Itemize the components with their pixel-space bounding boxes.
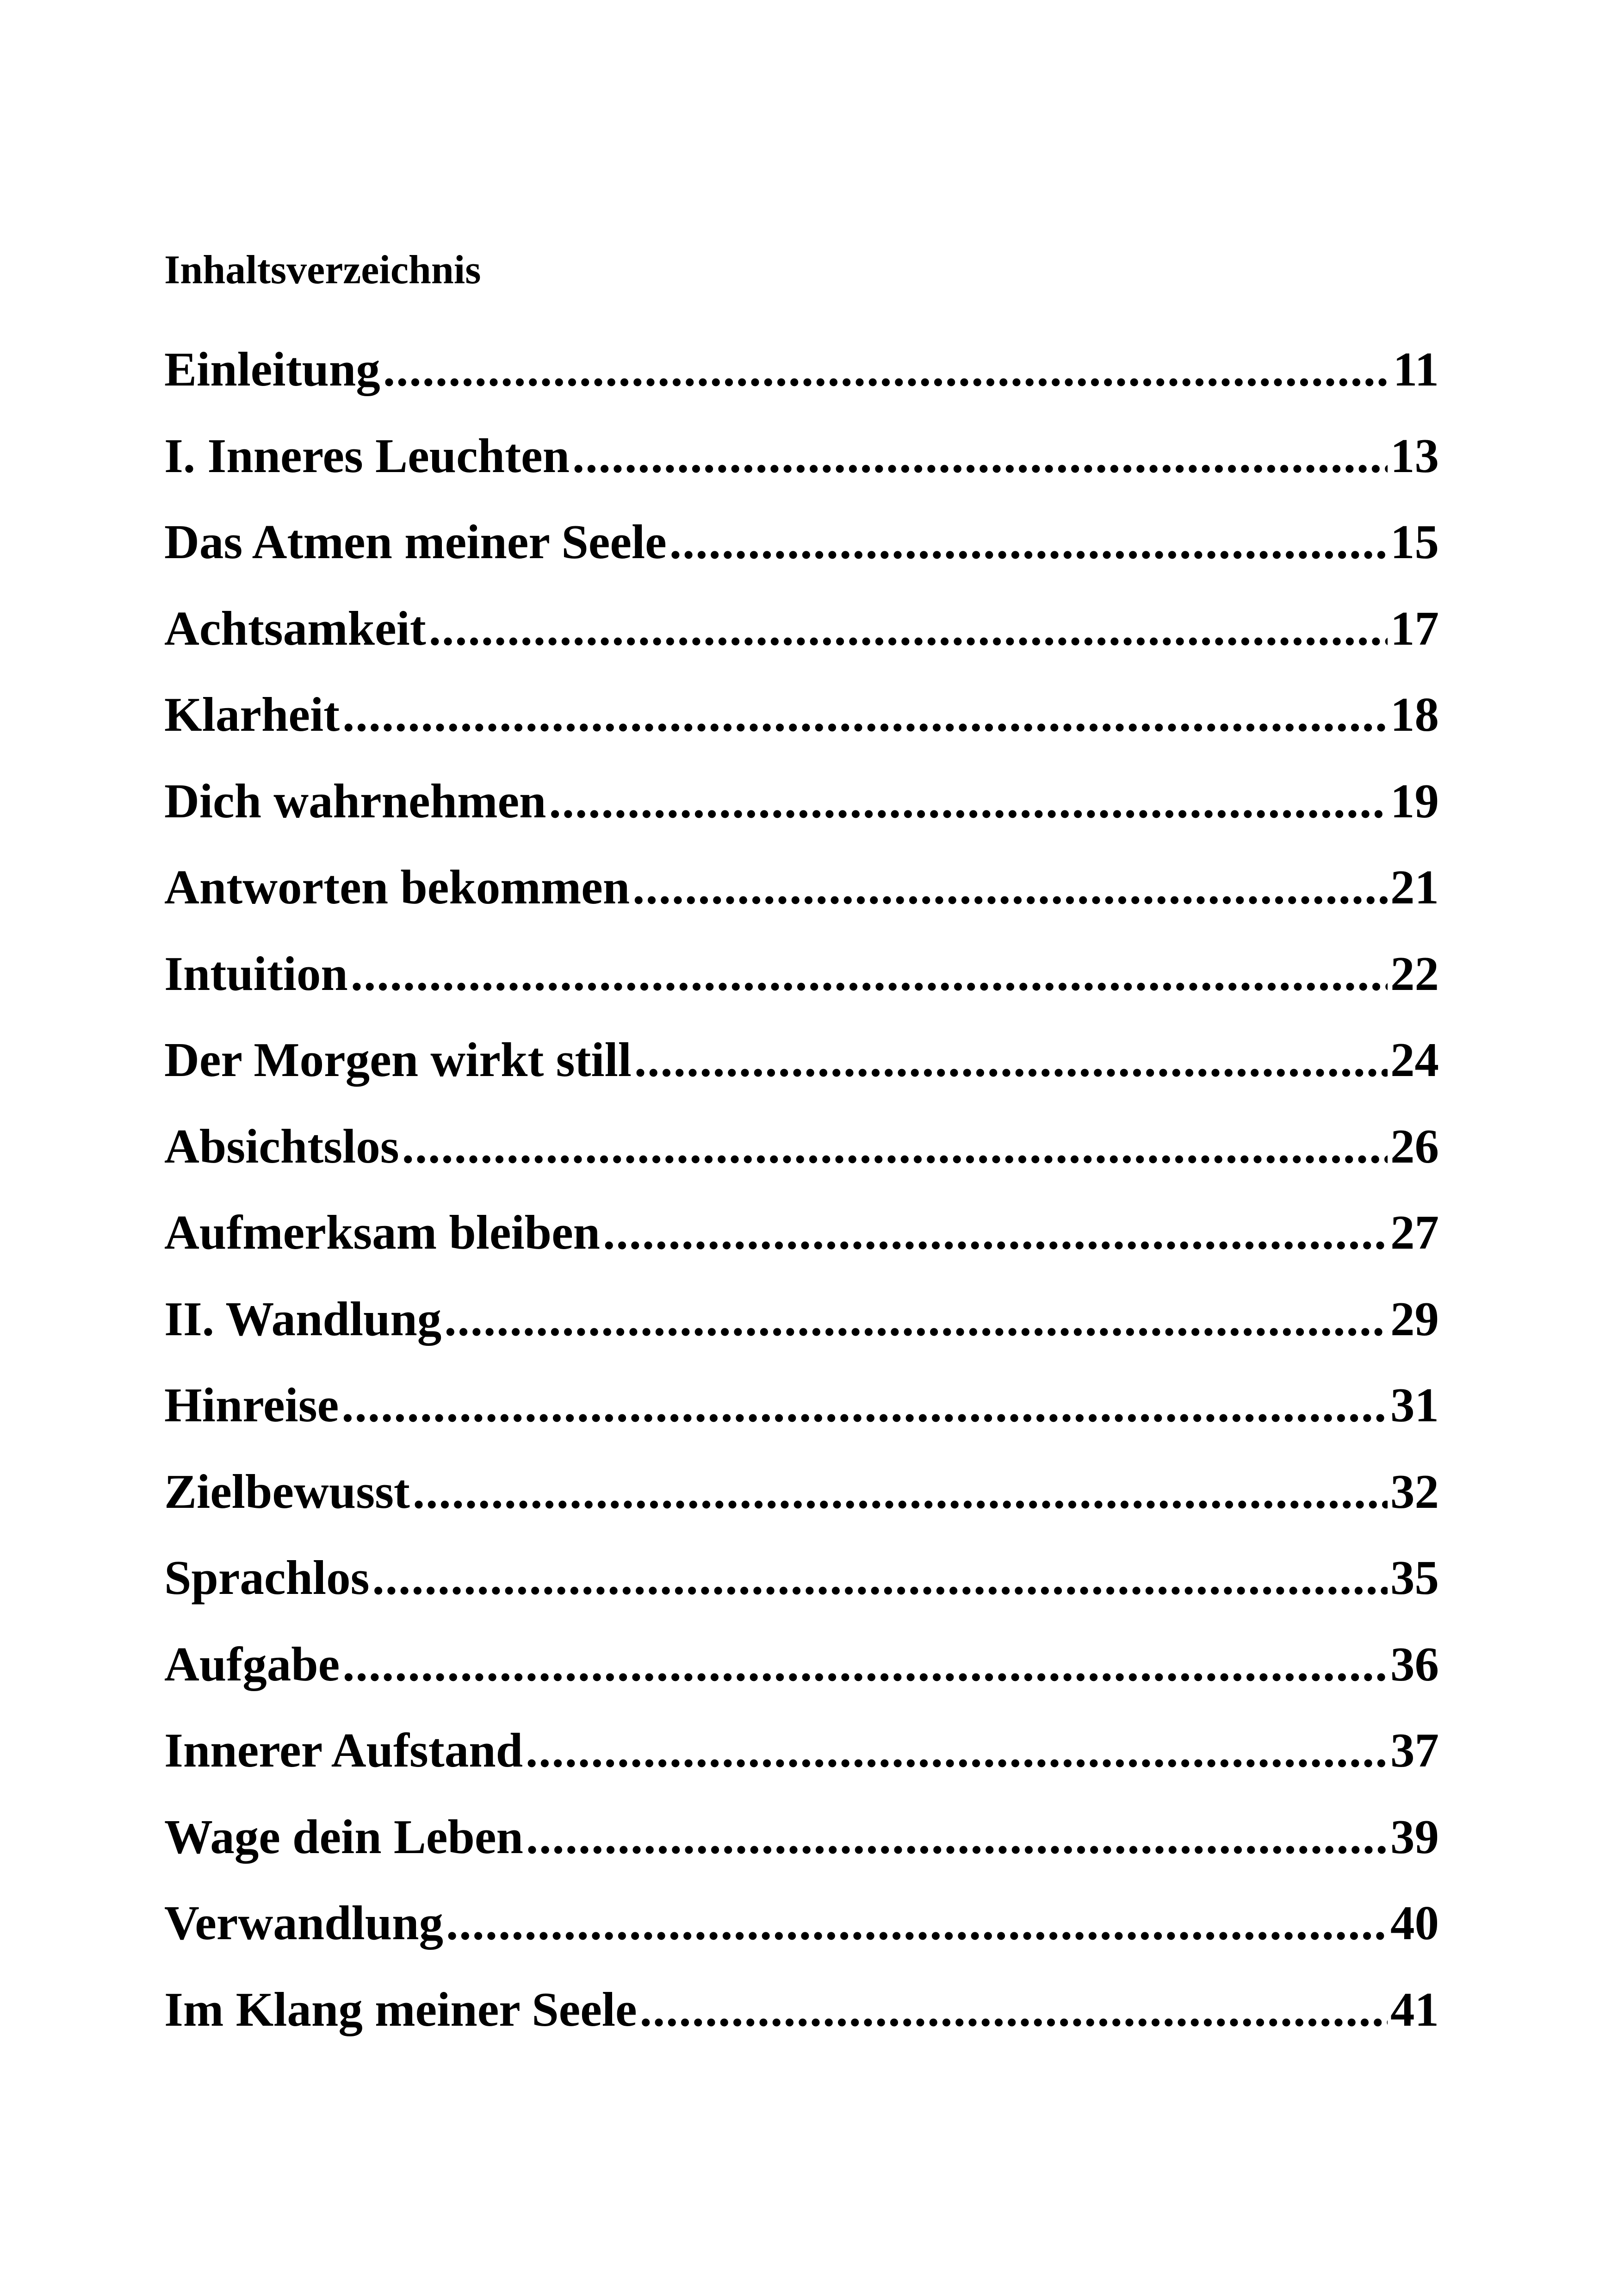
toc-dot-leader — [383, 345, 1390, 393]
toc-entry-page: 37 — [1390, 1723, 1439, 1777]
toc-entry-page: 36 — [1390, 1636, 1439, 1691]
toc-dot-leader — [526, 1726, 1388, 1774]
toc-entry — [164, 601, 1439, 691]
toc-dot-leader — [351, 949, 1388, 998]
toc-entry-title: Antworten bekommen — [164, 860, 630, 914]
toc-entry — [164, 1035, 1439, 1122]
toc-entry-page: 13 — [1390, 428, 1439, 483]
toc-entry-page: 29 — [1390, 1291, 1439, 1346]
toc-entry — [164, 860, 1439, 949]
toc-entry — [164, 1809, 1439, 1899]
toc-entry-title: Dich wahrnehmen — [164, 773, 546, 828]
toc-dot-leader — [413, 1467, 1388, 1516]
toc-entry-page: 24 — [1390, 1033, 1439, 1087]
toc-entry-title: Aufgabe — [164, 1636, 340, 1691]
toc-dot-leader — [342, 690, 1388, 739]
toc-dot-leader — [341, 1381, 1388, 1429]
toc-entry-title: Der Morgen wirkt still — [164, 1033, 632, 1087]
toc-entry-title: Im Klang meiner Seele — [164, 1982, 637, 2036]
toc-dot-leader — [670, 517, 1388, 566]
toc-dot-leader — [372, 1553, 1388, 1602]
toc-entry-page: 18 — [1390, 687, 1439, 741]
toc-entry — [164, 428, 1439, 518]
toc-entry — [164, 517, 1439, 604]
toc-entry-title: Hinreise — [164, 1378, 339, 1432]
toc-entry-title: Innerer Aufstand — [164, 1723, 523, 1777]
toc-entry-title: II. Wandlung — [164, 1291, 442, 1346]
toc-dot-leader — [429, 604, 1388, 653]
toc-dot-leader — [634, 1035, 1388, 1084]
toc-dot-leader — [342, 1640, 1388, 1688]
toc-entry-title: Das Atmen meiner Seele — [164, 515, 667, 569]
toc-entry-page: 39 — [1390, 1809, 1439, 1864]
toc-entry — [164, 773, 1439, 863]
toc-entry — [164, 1119, 1439, 1208]
toc-entry-title: Absichtslos — [164, 1119, 399, 1173]
toc-entry-title: I. Inneres Leuchten — [164, 428, 570, 483]
toc-entry-page: 31 — [1390, 1378, 1439, 1432]
toc-entry-page: 35 — [1390, 1550, 1439, 1605]
toc-dot-leader — [402, 1122, 1388, 1170]
toc-dot-leader — [444, 1294, 1388, 1343]
toc-entry-title: Achtsamkeit — [164, 601, 426, 655]
toc-entry — [164, 1898, 1439, 1985]
toc-entry-title: Aufmerksam bleiben — [164, 1205, 601, 1259]
toc-entry — [164, 1291, 1439, 1381]
toc-entry-page: 26 — [1390, 1119, 1439, 1173]
toc-entry — [164, 1464, 1439, 1554]
toc-dot-leader — [549, 777, 1388, 825]
toc-entry — [164, 1636, 1439, 1726]
toc-heading: Inhaltsverzeichnis — [164, 248, 481, 292]
toc-entry — [164, 1982, 1439, 2072]
toc-entry-page: 19 — [1390, 773, 1439, 828]
toc-entry-title: Einleitung — [164, 342, 380, 396]
toc-entry-page: 17 — [1390, 601, 1439, 655]
toc-entry — [164, 1378, 1439, 1467]
toc-entry-title: Wage dein Leben — [164, 1809, 523, 1864]
toc-entry — [164, 342, 1439, 431]
toc-dot-leader — [640, 1985, 1388, 2034]
toc-entry-page: 32 — [1390, 1464, 1439, 1518]
toc-entry-page: 27 — [1390, 1205, 1439, 1259]
toc-dot-leader — [572, 431, 1388, 480]
toc-entry — [164, 1723, 1439, 1812]
toc-entry-title: Intuition — [164, 946, 348, 1001]
toc-entry-page: 15 — [1390, 515, 1439, 569]
toc-entry — [164, 1550, 1439, 1640]
toc-entry-page: 40 — [1390, 1896, 1439, 1950]
toc-entry-title: Sprachlos — [164, 1550, 370, 1605]
toc-dot-leader — [603, 1208, 1388, 1257]
toc-entry-page: 21 — [1390, 860, 1439, 914]
toc-entry — [164, 946, 1439, 1036]
toc-dot-leader — [526, 1812, 1388, 1861]
toc-entry-page: 22 — [1390, 946, 1439, 1001]
toc-entry — [164, 687, 1439, 777]
toc-entry — [164, 1205, 1439, 1294]
toc-dot-leader — [632, 863, 1388, 911]
toc-dot-leader — [446, 1898, 1388, 1947]
toc-entry-title: Klarheit — [164, 687, 340, 741]
toc-list — [164, 342, 1439, 2071]
toc-entry-page: 11 — [1393, 342, 1439, 396]
toc-entry-page: 41 — [1390, 1982, 1439, 2036]
toc-entry-title: Verwandlung — [164, 1896, 443, 1950]
toc-entry-title: Zielbewusst — [164, 1464, 410, 1518]
